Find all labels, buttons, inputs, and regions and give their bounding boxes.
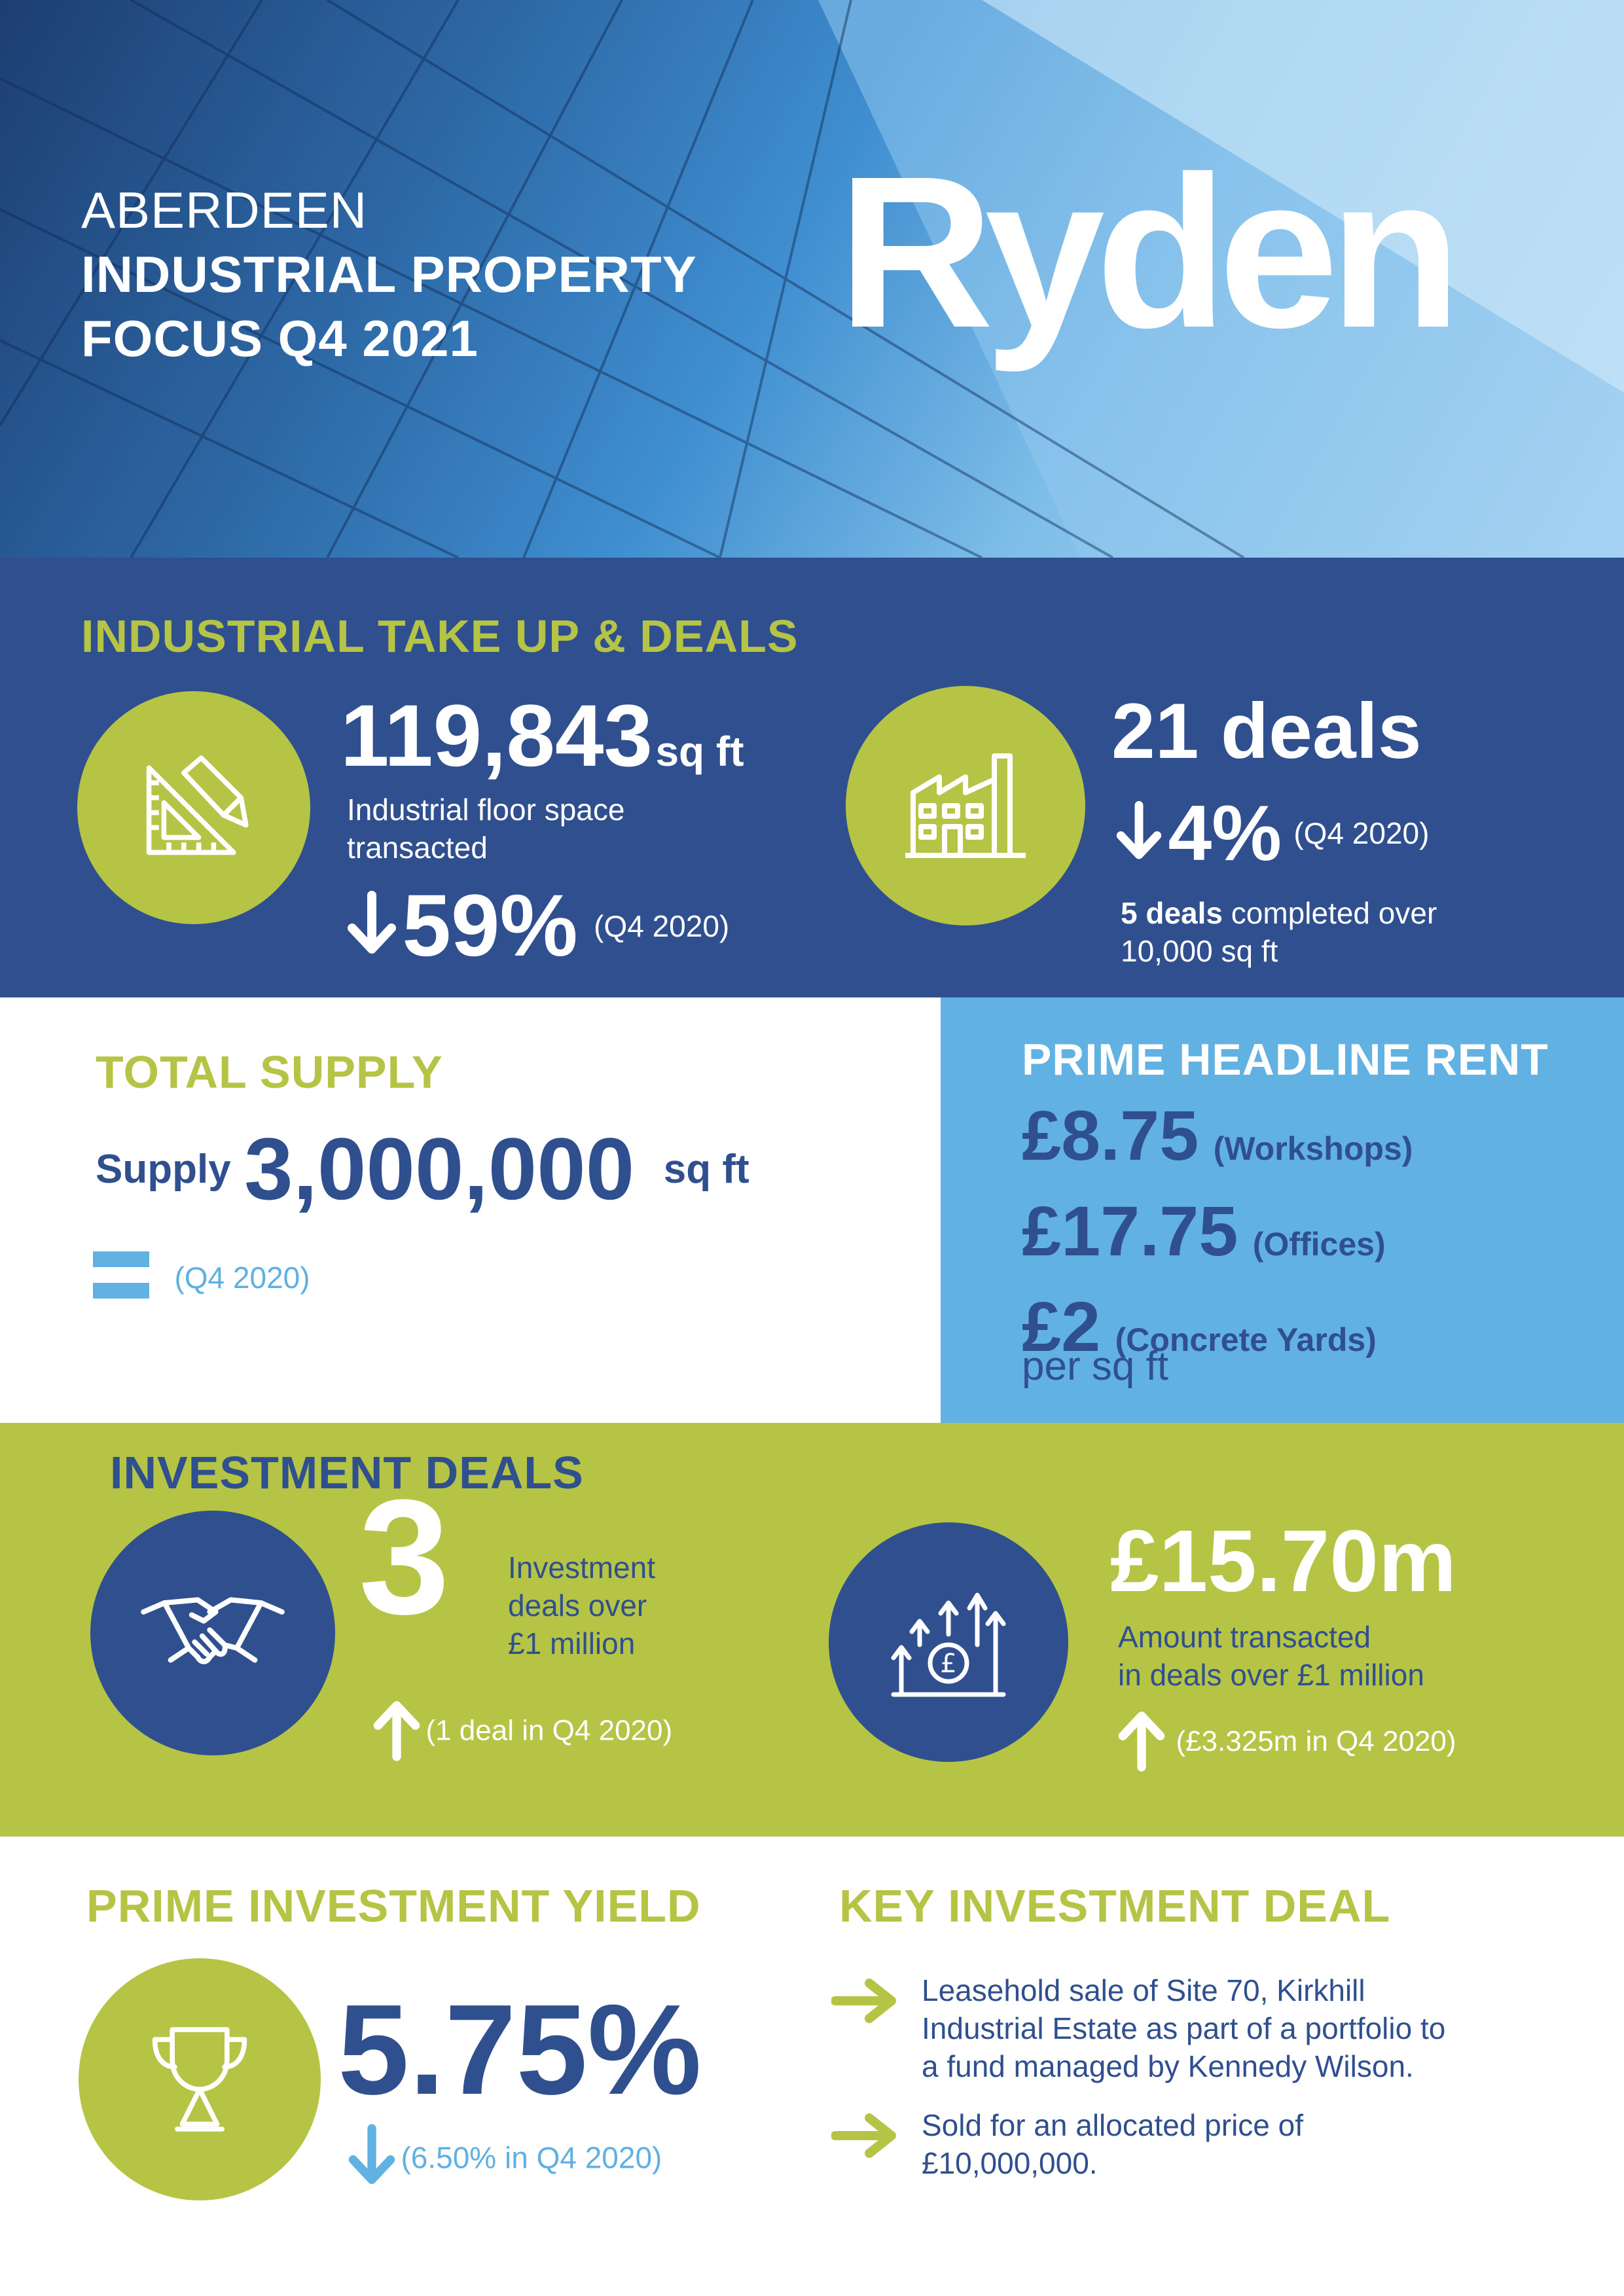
floor-space-change-value: 59% <box>402 877 578 975</box>
investment-count-description <box>508 1549 655 1662</box>
key-deal-line: Leasehold sale of Site 70, Kirkhill <box>922 1973 1365 2007</box>
hero-banner <box>0 0 1624 558</box>
deals-change <box>1113 788 1429 878</box>
arrow-down-icon <box>344 890 399 961</box>
investment-count-change <box>370 1696 672 1765</box>
supply-change <box>93 1251 310 1303</box>
desc-line: Amount transacted <box>1118 1620 1371 1654</box>
rent-row <box>1022 1191 1413 1289</box>
key-deal-line: Industrial Estate as part of a portfolio to <box>922 2011 1446 2045</box>
deals-count: 21 deals <box>1111 687 1422 775</box>
section-heading: INVESTMENT DEALS <box>110 1447 584 1498</box>
investment-deal-count: 3 <box>359 1465 450 1648</box>
report-title <box>81 178 697 370</box>
arrow-up-icon <box>370 1696 423 1765</box>
trophy-icon <box>79 1958 321 2200</box>
ruler-set-square-pencil-icon <box>77 691 310 924</box>
deals-change-value: 4% <box>1168 789 1282 877</box>
desc-line: Investment <box>508 1551 655 1585</box>
svg-text:£: £ <box>940 1649 957 1679</box>
floor-space-unit: sq ft <box>655 728 744 775</box>
handshake-icon <box>90 1511 335 1755</box>
arrow-down-icon <box>1113 800 1165 867</box>
key-deal-text <box>922 1971 1445 2085</box>
rent-price: £2 <box>1022 1287 1101 1366</box>
supply-figure <box>96 1119 749 1219</box>
title-line-3: FOCUS Q4 2021 <box>81 310 478 367</box>
title-line-1: ABERDEEN <box>81 181 368 239</box>
section-take-up <box>0 558 1624 997</box>
key-deal-line: Sold for an allocated price of <box>922 2108 1304 2142</box>
floor-space-description <box>347 791 624 867</box>
section-investment-deals <box>0 1423 1624 1837</box>
yield-heading: PRIME INVESTMENT YIELD <box>86 1880 701 1931</box>
arrow-right-icon <box>831 1978 899 2027</box>
yield-change <box>346 2123 662 2192</box>
deals-note-line2: 10,000 sq ft <box>1121 934 1278 968</box>
factory-icon <box>846 686 1085 925</box>
arrow-down-icon <box>346 2123 398 2192</box>
section-heading: PRIME HEADLINE RENT <box>1022 1035 1549 1085</box>
investment-count-compare: (1 deal in Q4 2020) <box>425 1714 673 1747</box>
section-prime-rent <box>941 997 1624 1423</box>
rent-type: (Offices) <box>1252 1226 1386 1263</box>
deals-compare: (Q4 2020) <box>1293 816 1430 850</box>
desc-line: in deals over £1 million <box>1118 1658 1424 1692</box>
floor-space-change <box>344 876 729 976</box>
floor-space-figure <box>340 686 744 786</box>
key-deal-heading: KEY INVESTMENT DEAL <box>839 1880 1391 1931</box>
title-line-2: INDUSTRIAL PROPERTY <box>81 245 697 303</box>
equals-icon <box>93 1251 149 1303</box>
supply-value: 3,000,000 <box>244 1121 635 1218</box>
deals-note-bold: 5 deals <box>1121 896 1223 930</box>
desc-line: £1 million <box>508 1626 636 1660</box>
rent-price: £8.75 <box>1022 1096 1199 1175</box>
supply-label: Supply <box>96 1147 231 1192</box>
investment-amount-change <box>1115 1707 1456 1776</box>
desc-line: transacted <box>347 831 488 865</box>
yield-compare: (6.50% in Q4 2020) <box>401 2140 662 2175</box>
section-heading: INDUSTRIAL TAKE UP & DEALS <box>81 611 799 662</box>
rent-type: (Concrete Yards) <box>1115 1321 1377 1358</box>
supply-unit: sq ft <box>663 1147 749 1192</box>
desc-line: Industrial floor space <box>347 793 625 827</box>
desc-line: deals over <box>508 1588 647 1623</box>
section-total-supply <box>0 997 941 1423</box>
section-yield-and-key-deal <box>0 1837 1624 2296</box>
section-heading: TOTAL SUPPLY <box>96 1047 443 1098</box>
key-deal-line: £10,000,000. <box>922 2146 1098 2180</box>
floor-space-compare: (Q4 2020) <box>594 908 730 943</box>
deals-note-rest: completed over <box>1223 896 1437 930</box>
rent-price: £17.75 <box>1022 1191 1238 1270</box>
investment-amount: £15.70m <box>1110 1513 1456 1610</box>
key-deal-text <box>922 2106 1303 2182</box>
pound-growth-arrows-icon <box>829 1522 1068 1762</box>
supply-compare: (Q4 2020) <box>174 1260 310 1295</box>
investment-amount-compare: (£3.325m in Q4 2020) <box>1176 1725 1456 1757</box>
deals-note <box>1121 894 1437 970</box>
yield-value: 5.75% <box>338 1978 702 2121</box>
rent-row <box>1022 1098 1413 1194</box>
arrow-right-icon <box>831 2113 899 2162</box>
rent-type: (Workshops) <box>1213 1130 1413 1167</box>
floor-space-value: 119,843 <box>340 687 653 785</box>
key-deal-line: a fund managed by Kennedy Wilson. <box>922 2049 1414 2083</box>
rent-per-unit: per sq ft <box>1022 1344 1168 1389</box>
rent-list <box>1022 1098 1413 1385</box>
investment-amount-description <box>1118 1618 1424 1694</box>
ryden-logo: Ryden <box>838 131 1453 372</box>
arrow-up-icon <box>1115 1707 1168 1776</box>
